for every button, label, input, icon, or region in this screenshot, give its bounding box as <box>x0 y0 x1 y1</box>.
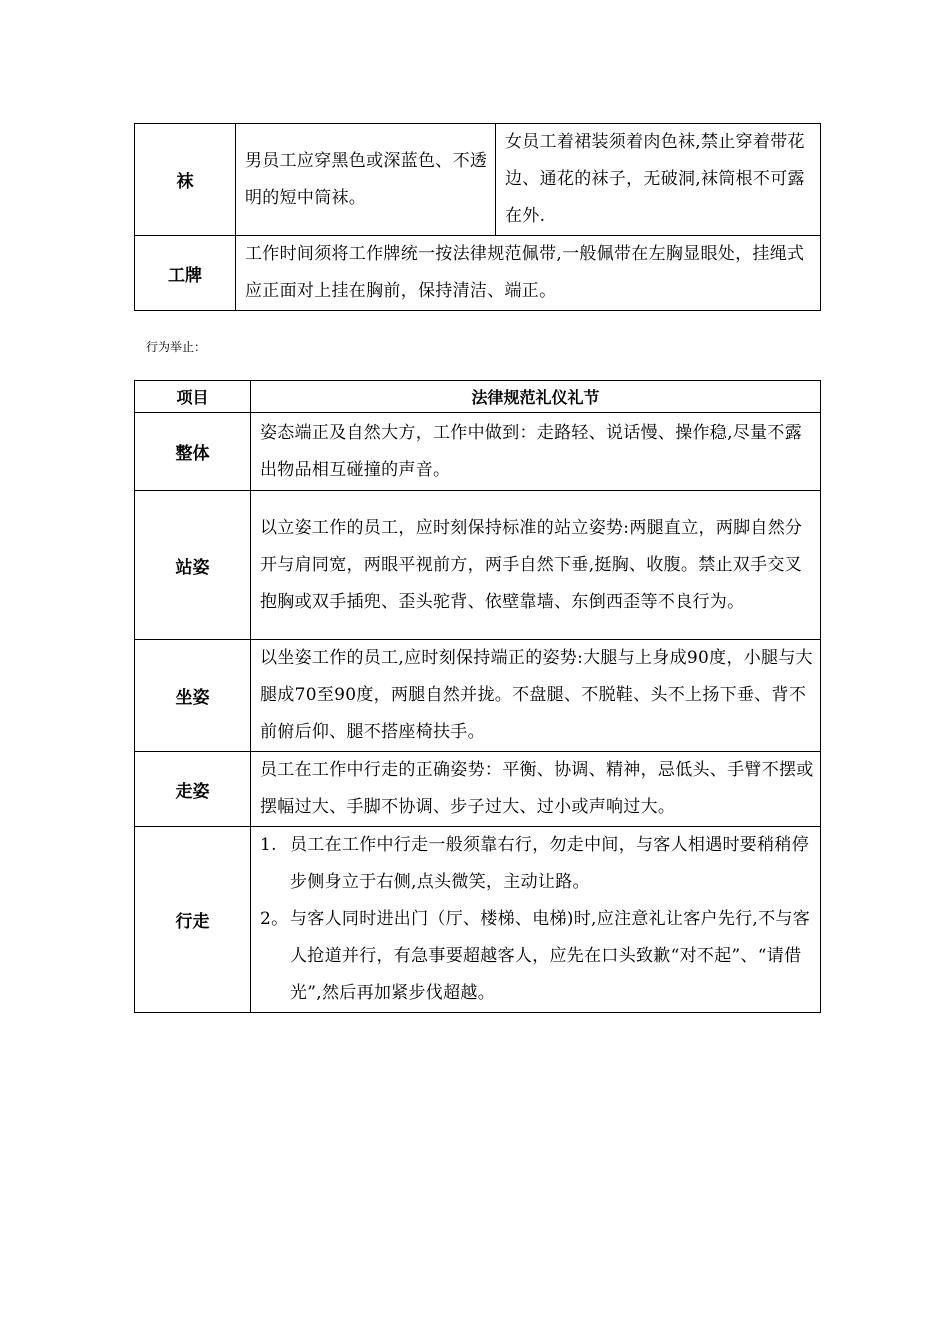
male-socks-rule: 男员工应穿黑色或深蓝色、不透明的短中筒袜。 <box>236 124 496 236</box>
table-row <box>135 124 821 236</box>
list-text: 员工在工作中行走一般须靠右行，勿走中间，与客人相遇时要稍稍停步侧身立于右侧,点头微笑，主动让路。 <box>290 835 809 892</box>
table-row <box>135 752 821 827</box>
row-label-walking: 行走 <box>135 827 251 1013</box>
table-row <box>135 827 821 1013</box>
attire-table <box>134 123 821 311</box>
behavior-table <box>134 380 821 1013</box>
table-header-row <box>135 381 821 413</box>
table-row <box>135 640 821 752</box>
list-text: 与客人同时进出门（厅、楼梯、电梯)时,应注意礼让客户先行,不与客人抢道并行，有急事要超越客人，应先在口头致歉“对不起”、“请借光”,然后再加紧步伐超越。 <box>290 909 811 1003</box>
row-label-socks: 袜 <box>135 124 236 236</box>
table-row <box>135 413 821 491</box>
badge-rule: 工作时间须将工作牌统一按法律规范佩带,一般佩带在左胸显眼处，挂绳式应正面对上挂在胸前，保持清洁、端正。 <box>236 236 821 311</box>
header-etiquette: 法律规范礼仪礼节 <box>251 381 821 413</box>
list-number: 1. <box>260 835 277 855</box>
walking-rules <box>251 827 821 1013</box>
row-label-gait: 走姿 <box>135 752 251 827</box>
table-row <box>135 236 821 311</box>
row-label-overall: 整体 <box>135 413 251 491</box>
gait-rule: 员工在工作中行走的正确姿势：平衡、协调、精神，忌低头、手臂不摆或摆幅过大、手脚不协调、步子过大、过小或声响过大。 <box>251 752 821 827</box>
list-item <box>260 827 814 901</box>
section-title: 行为举止： <box>146 340 207 354</box>
row-label-standing: 站姿 <box>135 491 251 640</box>
table-row <box>135 491 821 640</box>
header-item: 项目 <box>135 381 251 413</box>
list-number: 2。 <box>260 909 289 929</box>
list-item <box>260 901 814 1012</box>
sitting-rule: 以坐姿工作的员工,应时刻保持端正的姿势:大腿与上身成90度，小腿与大腿成70至90度，两腿自然并拢。不盘腿、不脱鞋、头不上扬下垂、背不前俯后仰、腿不搭座椅扶手。 <box>251 640 821 752</box>
row-label-badge: 工牌 <box>135 236 236 311</box>
female-socks-rule: 女员工着裙装须着肉色袜,禁止穿着带花边、通花的袜子，无破洞,袜筒根不可露在外. <box>496 124 821 236</box>
standing-rule: 以立姿工作的员工，应时刻保持标准的站立姿势:两腿直立，两脚自然分开与肩同宽，两眼平视前方，两手自然下垂,挺胸、收腹。禁止双手交叉抱胸或双手插兜、歪头驼背、依壁靠墙、东倒西歪等不良行为。 <box>251 491 821 640</box>
overall-rule: 姿态端正及自然大方，工作中做到：走路轻、说话慢、操作稳,尽量不露出物品相互碰撞的声音。 <box>251 413 821 491</box>
row-label-sitting: 坐姿 <box>135 640 251 752</box>
